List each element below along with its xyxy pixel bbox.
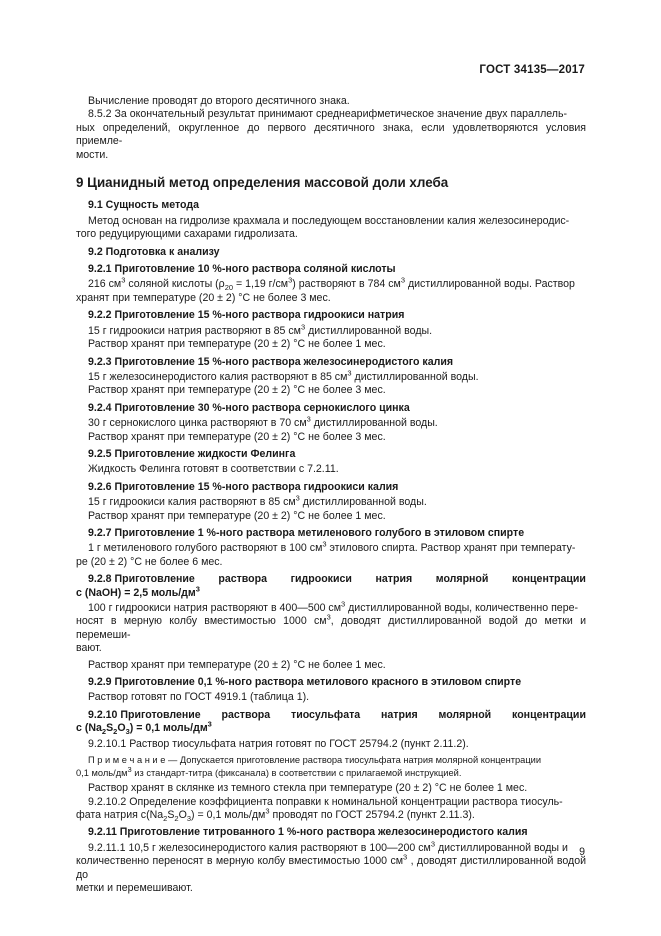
text-line <box>88 322 586 338</box>
text-line <box>88 275 586 293</box>
text-run: носят в мерную колбу вместимостью 1000 см <box>76 615 327 628</box>
text-run: ) = 0,1 моль/дм <box>129 722 208 735</box>
superscript: 3 <box>127 764 132 774</box>
text-run: дистиллированной воды. Раствор <box>405 278 575 291</box>
text-line <box>76 806 586 824</box>
superscript: 3 <box>347 368 352 378</box>
text-run: ) = 0,1 моль/дм <box>191 809 266 822</box>
text-line: Раствор хранят при температуре (20 ± 2) °С не более 3 мес. <box>88 384 386 397</box>
text-run: количественно переносят в мерную колбу вместимостью 1000 см <box>76 855 404 868</box>
paragraph <box>76 839 587 896</box>
paragraph <box>88 322 586 352</box>
subscript: 2 <box>113 727 118 737</box>
note-line <box>76 764 586 780</box>
page-content <box>76 95 587 896</box>
superscript: 3 <box>322 539 327 549</box>
text-line: Вычисление проводят до второго десятичного знака. <box>88 95 350 107</box>
superscript: 3 <box>300 322 306 332</box>
text-line: ре (20 ± 2) °С не более 6 мес. <box>76 555 223 568</box>
superscript: 3 <box>306 414 311 424</box>
text-line: 9.2.10.2 Определение коэффициента поправки к номинальной концентрации раствора тиосуль- <box>88 795 563 808</box>
subscript: 3 <box>125 727 130 737</box>
standard-header: ГОСТ 34135—2017 <box>479 64 585 76</box>
paragraph <box>76 539 586 569</box>
heading-line <box>88 573 586 586</box>
word: молярной <box>438 708 492 721</box>
superscript: 3 <box>195 584 200 594</box>
text-line: Жидкость Фелинга готовят в соответствии с 7.2.11. <box>88 463 339 476</box>
text-line: хранят при температуре (20 ± 2) °С не более 3 мес. <box>76 291 331 304</box>
paragraph <box>88 463 586 476</box>
text-run: 1 г метиленового голубого растворяют в 100 см <box>88 542 323 555</box>
section-heading-9: 9 Цианидный метод определения массовой доли хлеба <box>76 175 449 191</box>
paragraph-8-5-2 <box>76 108 586 162</box>
text-run: из стандарт-титра (фиксанала) в соответствии с прилагаемой инструкцией. <box>131 767 462 778</box>
word: натрия <box>381 708 418 721</box>
paragraph <box>76 737 586 824</box>
heading-9-2-3: 9.2.3 Приготовление 15 %-ного раствора железосинеродистого калия <box>88 355 454 368</box>
text-run: O <box>178 809 187 822</box>
superscript: 3 <box>400 275 405 285</box>
paragraph <box>76 275 586 305</box>
text-run: S <box>167 809 175 822</box>
heading-9-2-4: 9.2.4 Приготовление 30 %-ного раствора сернокислого цинка <box>88 401 410 414</box>
word: натрия <box>375 573 413 586</box>
word: гидроокиси <box>290 573 352 586</box>
text-run: 15 г гидроокиси калия растворяют в 85 см <box>88 496 296 509</box>
word: раствора <box>218 573 268 586</box>
text-line <box>76 852 587 882</box>
paragraph <box>88 691 586 704</box>
text-run: дистиллированной воды. <box>351 370 479 383</box>
text-run: дистиллированной воды. <box>310 417 438 430</box>
text-line <box>88 368 586 384</box>
text-run: с (Na <box>76 722 102 735</box>
text-run: проводят по ГОСТ 25794.2 (пункт 2.11.3). <box>269 809 475 822</box>
text-run: 0,1 моль/дм <box>76 767 128 778</box>
text-run: , доводят дистиллированной водой до <box>76 855 587 881</box>
subscript: 2 <box>163 814 168 824</box>
heading-9-2-8 <box>76 573 586 600</box>
text-run: дистиллированной воды. <box>299 496 427 509</box>
text-run: 9.2.11.1 10,5 г железосинеродистого калия растворяют в 100—200 см <box>88 841 431 854</box>
subscript: 2 <box>101 727 107 737</box>
text-run: , доводят дистиллированной водой до метки и перемеши- <box>76 615 586 641</box>
text-line <box>76 612 586 642</box>
word: концентрации <box>512 708 586 721</box>
text-run: ) растворяют в 784 см <box>292 278 401 291</box>
heading-9-2-6: 9.2.6 Приготовление 15 %-ного раствора гидроокиси калия <box>88 480 399 493</box>
superscript: 3 <box>207 719 212 729</box>
text-line: 8.5.2 За окончательный результат принимают среднеарифметическое значение двух параллель- <box>88 108 568 121</box>
text-line: Раствор хранят в склянке из темного стекла при температуре (20 ± 2) °С не более 1 мес. <box>88 782 528 795</box>
superscript: 3 <box>265 806 270 816</box>
word: молярной <box>435 573 489 586</box>
heading-9-2-2: 9.2.2 Приготовление 15 %-ного раствора гидроокиси натрия <box>88 309 405 322</box>
heading-line <box>76 584 586 600</box>
heading-9-2-10 <box>76 708 586 737</box>
text-line: вают. <box>76 642 102 655</box>
text-line <box>88 839 586 855</box>
heading-line <box>88 709 586 722</box>
text-line: того редуцирующими сахарами гидролизата. <box>76 228 298 241</box>
text-run: — Допускается приготовление раствора тиосульфата натрия молярной концентрации <box>165 755 542 766</box>
text-run: 100 г гидроокиси натрия растворяют в 400—500 см <box>88 602 342 614</box>
superscript: 3 <box>121 275 126 285</box>
note-label: П р и м е ч а н и е <box>88 755 166 766</box>
text-line: 9.2.10.1 Раствор тиосульфата натрия готовят по ГОСТ 25794.2 (пункт 2.11.2). <box>88 737 469 750</box>
text-run: = 1,19 г/см <box>233 278 289 291</box>
text-run: 15 г железосинеродистого калия растворяют в 85 см <box>88 370 348 383</box>
superscript: 3 <box>295 493 300 503</box>
note-block <box>76 754 586 779</box>
text-line: Раствор готовят по ГОСТ 4919.1 (таблица 1). <box>88 691 310 704</box>
heading-9-2-9: 9.2.9 Приготовление 0,1 %-ного раствора метилового красного в этиловом спирте <box>88 676 522 689</box>
superscript: 3 <box>341 599 346 609</box>
superscript: 3 <box>430 839 436 849</box>
paragraph <box>76 599 586 672</box>
text-run: соляной кислоты (ρ <box>125 278 225 291</box>
heading-9-2: 9.2 Подготовка к анализу <box>88 245 220 258</box>
text-line: Раствор хранят при температуре (20 ± 2) °С не более 1 мес. <box>88 509 386 522</box>
word: концентрации <box>512 573 586 586</box>
heading-9-1: 9.1 Сущность метода <box>88 199 200 212</box>
text-run: дистиллированной воды, количественно пере- <box>345 602 579 614</box>
subscript: 3 <box>186 814 192 824</box>
word: тиосульфата <box>291 708 361 721</box>
text-run: 216 см <box>88 278 122 291</box>
text-run: 30 г сернокислого цинка растворяют в 70 см <box>88 417 307 430</box>
text-run: с (NaOH) = 2,5 моль/дм <box>76 586 196 599</box>
paragraph <box>88 493 586 523</box>
note-line <box>88 754 586 767</box>
text-line: Раствор хранят при температуре (20 ± 2) °С не более 1 мес. <box>88 658 386 671</box>
text-line: Метод основан на гидролизе крахмала и последующем восстановлении калия железосинеродис- <box>88 214 570 227</box>
superscript: 3 <box>403 852 408 862</box>
superscript: 3 <box>326 612 331 622</box>
text-line: Раствор хранят при температуре (20 ± 2) °С не более 1 мес. <box>88 338 386 351</box>
text-line: ных определений, округленное до первого десятичного знака, если удовлетворяются условия приемле- <box>76 121 586 148</box>
text-line: Раствор хранят при температуре (20 ± 2) °С не более 3 мес. <box>88 430 386 443</box>
paragraph <box>76 214 586 242</box>
heading-9-2-1: 9.2.1 Приготовление 10 %-ного раствора соляной кислоты <box>88 263 396 276</box>
paragraph <box>88 368 586 398</box>
superscript: 3 <box>288 275 293 285</box>
text-line <box>88 599 586 615</box>
text-run: этилового спирта. Раствор хранят при температу- <box>326 542 576 555</box>
text-line <box>88 539 586 555</box>
text-line: мости. <box>76 148 109 161</box>
heading-9-2-11: 9.2.11 Приготовление титрованного 1 %-ного раствора железосинеродистого калия <box>88 826 528 839</box>
heading-9-2-5: 9.2.5 Приготовление жидкости Фелинга <box>88 447 296 460</box>
text-line <box>88 414 586 430</box>
text-line <box>88 493 586 509</box>
text-run: 15 г гидроокиси натрия растворяют в 85 см <box>88 324 301 337</box>
page-number: 9 <box>579 846 585 858</box>
word: 9.2.8 Приготовление <box>88 573 195 586</box>
subscript: 20 <box>224 283 234 293</box>
text-run: O <box>117 722 126 735</box>
heading-line <box>76 719 586 737</box>
heading-9-2-7: 9.2.7 Приготовление 1 %-ного раствора метиленового голубого в этиловом спирте <box>88 526 525 539</box>
word: 9.2.10 Приготовление <box>88 708 201 721</box>
paragraph <box>88 414 586 444</box>
subscript: 2 <box>174 814 179 824</box>
paragraph <box>88 95 586 108</box>
text-line: метки и перемешивают. <box>76 882 193 895</box>
text-run: дистиллированной воды. <box>305 324 433 337</box>
word: раствора <box>221 708 271 721</box>
text-run: фата натрия с(Na <box>76 809 164 822</box>
text-run: дистиллированной воды и <box>435 841 568 854</box>
text-run: S <box>106 722 114 735</box>
